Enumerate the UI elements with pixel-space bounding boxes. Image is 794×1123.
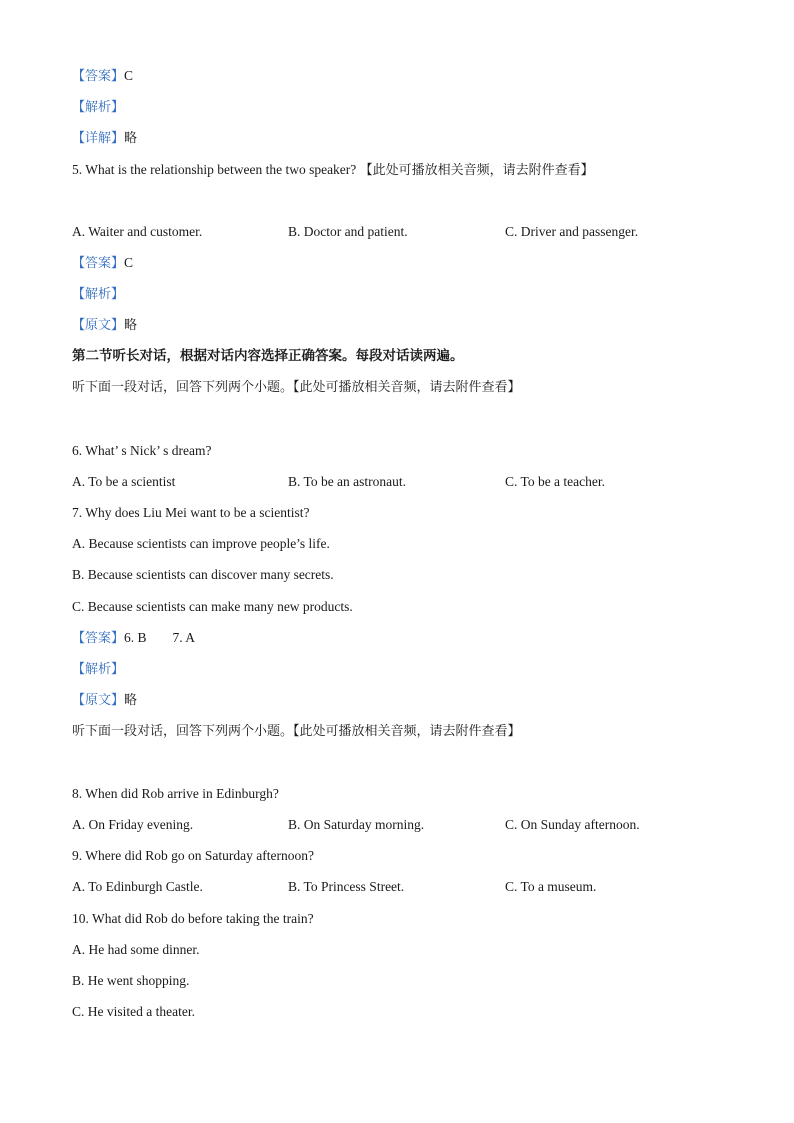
source-value: 略	[124, 693, 138, 708]
answer-tag: 【答案】	[72, 256, 125, 271]
question-8: 8. When did Rob arrive in Edinburgh?	[72, 786, 279, 801]
question-6: 6. What’ s Nick’ s dream?	[72, 443, 212, 458]
option-c: C. On Sunday afternoon.	[505, 817, 640, 832]
option-c: C. Because scientists can make many new products.	[72, 599, 353, 614]
question-9: 9. Where did Rob go on Saturday afternoon?	[72, 848, 314, 863]
question-8-options	[72, 816, 722, 834]
question-6-options	[72, 473, 722, 491]
option-a: A. To Edinburgh Castle.	[72, 879, 203, 894]
section-heading: 第二节听长对话，根据对话内容选择正确答案。每段对话读两遍。	[72, 348, 464, 364]
option-b: B. To Princess Street.	[288, 879, 405, 894]
answer-value: C	[124, 255, 134, 270]
option-b: B. Because scientists can discover many secrets.	[72, 567, 334, 582]
analysis-line	[72, 285, 124, 304]
answer-line	[72, 254, 133, 273]
option-c: C. Driver and passenger.	[505, 224, 639, 239]
analysis-tag: 【解析】	[72, 287, 125, 302]
option-b: B. On Saturday morning.	[288, 817, 425, 832]
option-c: C. To a museum.	[505, 879, 597, 894]
question-7: 7. Why does Liu Mei want to be a scientist?	[72, 505, 310, 520]
source-line	[72, 691, 137, 710]
option-c: C. To be a teacher.	[505, 474, 606, 489]
question-9-options	[72, 878, 722, 896]
analysis-tag: 【解析】	[72, 100, 125, 115]
answer-tag: 【答案】	[72, 631, 125, 646]
analysis-line	[72, 98, 124, 117]
option-a: A. He had some dinner.	[72, 942, 200, 957]
audio-note: 【此处可播放相关音频，请去附件查看】	[359, 163, 594, 178]
answer-value: C	[124, 68, 134, 83]
detail-line	[72, 129, 137, 148]
source-tag: 【原文】	[72, 693, 125, 708]
answer-tag: 【答案】	[72, 69, 125, 84]
answer-line	[72, 629, 195, 648]
detail-tag: 【详解】	[72, 131, 125, 146]
dialog-intro: 听下面一段对话，回答下列两个小题。【此处可播放相关音频，请去附件查看】	[72, 380, 521, 395]
source-value: 略	[124, 318, 138, 333]
analysis-line	[72, 660, 124, 679]
option-a: A. Because scientists can improve people’s life.	[72, 536, 330, 551]
answer-line	[72, 67, 133, 86]
answer-7: 7. A	[172, 630, 196, 645]
option-b: B. To be an astronaut.	[288, 474, 407, 489]
source-tag: 【原文】	[72, 318, 125, 333]
question-10: 10. What did Rob do before taking the train?	[72, 911, 314, 926]
option-c: C. He visited a theater.	[72, 1004, 195, 1019]
source-line	[72, 316, 137, 335]
question-5-text: 5. What is the relationship between the two speaker?	[72, 162, 360, 177]
option-b: B. He went shopping.	[72, 973, 190, 988]
option-a: A. On Friday evening.	[72, 817, 194, 832]
question-5-options	[72, 223, 722, 241]
option-a: A. Waiter and customer.	[72, 224, 203, 239]
analysis-tag: 【解析】	[72, 662, 125, 677]
question-5	[72, 161, 594, 180]
detail-value: 略	[124, 131, 138, 146]
dialog-intro: 听下面一段对话，回答下列两个小题。【此处可播放相关音频，请去附件查看】	[72, 724, 521, 739]
option-a: A. To be a scientist	[72, 474, 176, 489]
option-b: B. Doctor and patient.	[288, 224, 408, 239]
answer-6: 6. B	[124, 630, 147, 645]
